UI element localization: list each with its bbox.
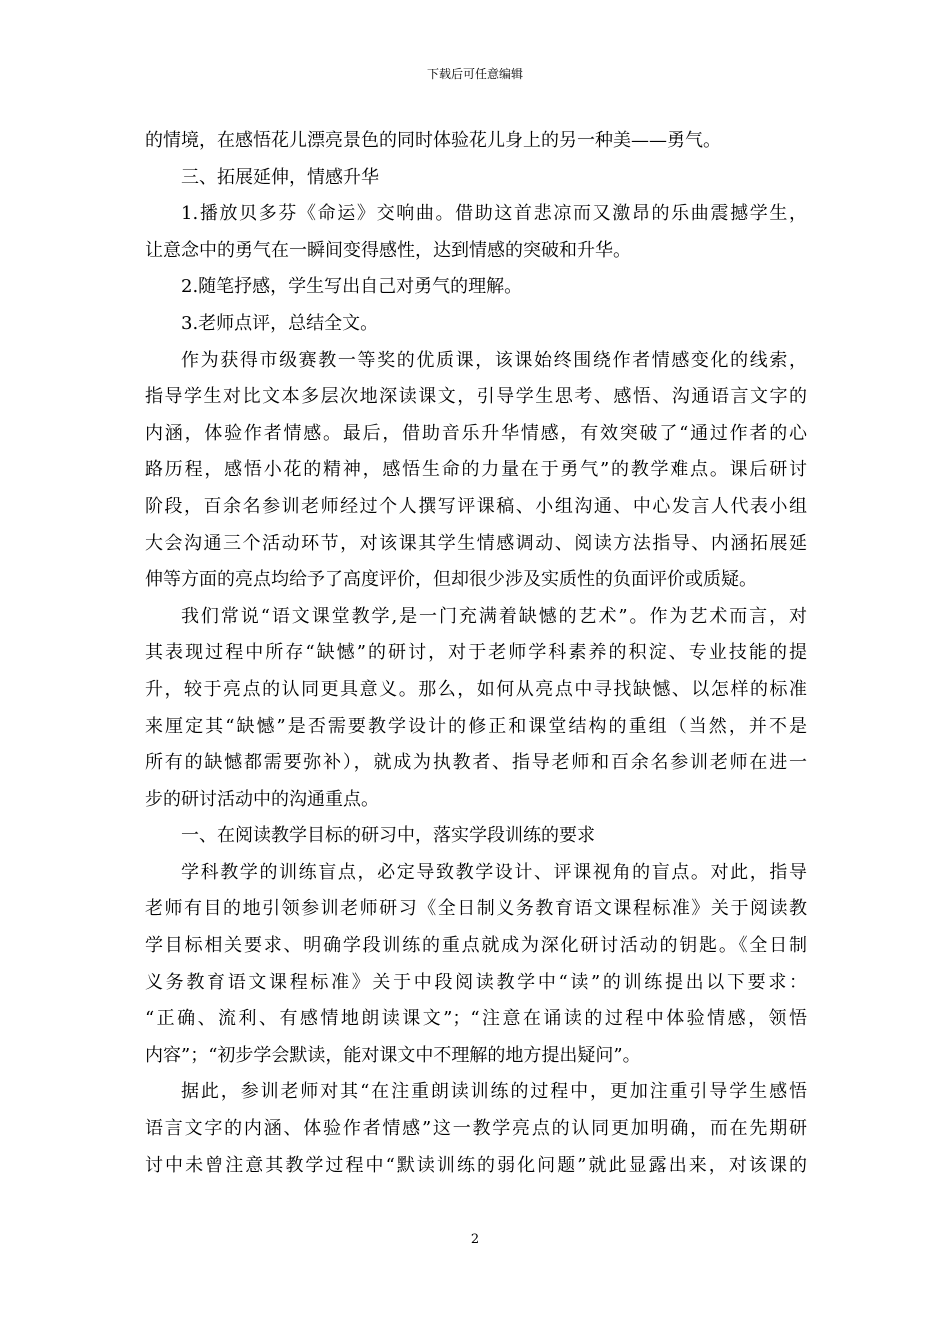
text-line: 内涵，体验作者情感。最后，借助音乐升华情感，有效突破了“通过作者的心 xyxy=(145,422,807,444)
text-line: 3.老师点评，总结全文。 xyxy=(181,312,379,334)
text-line: 讨中未曾注意其教学过程中“默读训练的弱化问题”就此显露出来，对该课的 xyxy=(145,1154,807,1176)
page-number: 2 xyxy=(470,1232,480,1247)
document-body xyxy=(145,123,807,1184)
text-line: 学目标相关要求、明确学段训练的重点就成为深化研讨活动的钥匙。《全日制 xyxy=(145,935,807,957)
text-line: 1.播放贝多芬《命运》交响曲。借助这首悲凉而又激昂的乐曲震撼学生， xyxy=(181,203,807,225)
text-line: 我们常说“语文课堂教学,是一门充满着缺憾的艺术”。作为艺术而言，对 xyxy=(181,605,807,627)
text-line: 据此，参训老师对其“在注重朗读训练的过程中，更加注重引导学生感悟 xyxy=(181,1081,807,1103)
text-line: 路历程，感悟小花的精神，感悟生命的力量在于勇气”的教学难点。课后研讨 xyxy=(145,459,807,481)
text-line: 学科教学的训练盲点，必定导致教学设计、评课视角的盲点。对此，指导 xyxy=(181,861,807,883)
text-line: 指导学生对比文本多层次地深读课文，引导学生思考、感悟、沟通语言文字的 xyxy=(145,386,807,408)
text-line: 内容”；“初步学会默读，能对课文中不理解的地方提出疑问”。 xyxy=(145,1044,641,1066)
text-line: 的情境，在感悟花儿漂亮景色的同时体验花儿身上的另一种美——勇气。 xyxy=(145,130,721,151)
text-line: 阶段，百余名参训老师经过个人撰写评课稿、小组沟通、中心发言人代表小组 xyxy=(145,495,807,517)
text-line: 三、拓展延伸，情感升华 xyxy=(181,166,379,188)
text-line: 升，较于亮点的认同更具意义。那么，如何从亮点中寻找缺憾、以怎样的标准 xyxy=(145,678,807,700)
text-line: 步的研讨活动中的沟通重点。 xyxy=(145,788,379,810)
text-line: 一、在阅读教学目标的研习中，落实学段训练的要求 xyxy=(181,825,595,847)
page-header: 下载后可任意编辑 xyxy=(426,67,523,81)
text-line: 让意念中的勇气在一瞬间变得感性，达到情感的突破和升华。 xyxy=(145,239,631,261)
text-line: 其表现过程中所存“缺憾”的研讨，对于老师学科素养的积淀、专业技能的提 xyxy=(145,642,807,664)
text-line: 老师有目的地引领参训老师研习《全日制义务教育语文课程标准》关于阅读教 xyxy=(145,898,807,920)
text-line: 2.随笔抒感，学生写出自己对勇气的理解。 xyxy=(181,276,523,298)
text-line: 所有的缺憾都需要弥补），就成为执教者、指导老师和百余名参训老师在进一 xyxy=(145,752,807,774)
text-line: 作为获得市级赛教一等奖的优质课，该课始终围绕作者情感变化的线索， xyxy=(181,349,807,371)
text-line: “正确、流利、有感情地朗读课文”；“注意在诵读的过程中体验情感，领悟 xyxy=(145,1008,807,1030)
text-line: 大会沟通三个活动环节，对该课其学生情感调动、阅读方法指导、内涵拓展延 xyxy=(145,532,807,554)
text-line: 伸等方面的亮点均给予了高度评价，但却很少涉及实质性的负面评价或质疑。 xyxy=(145,569,757,591)
text-line: 语言文字的内涵、体验作者情感”这一教学亮点的认同更加明确，而在先期研 xyxy=(145,1118,807,1140)
text-line: 义务教育语文课程标准》关于中段阅读教学中“读”的训练提出以下要求： xyxy=(145,971,807,993)
text-line: 来厘定其“缺憾”是否需要教学设计的修正和课堂结构的重组（当然，并不是 xyxy=(145,715,807,737)
